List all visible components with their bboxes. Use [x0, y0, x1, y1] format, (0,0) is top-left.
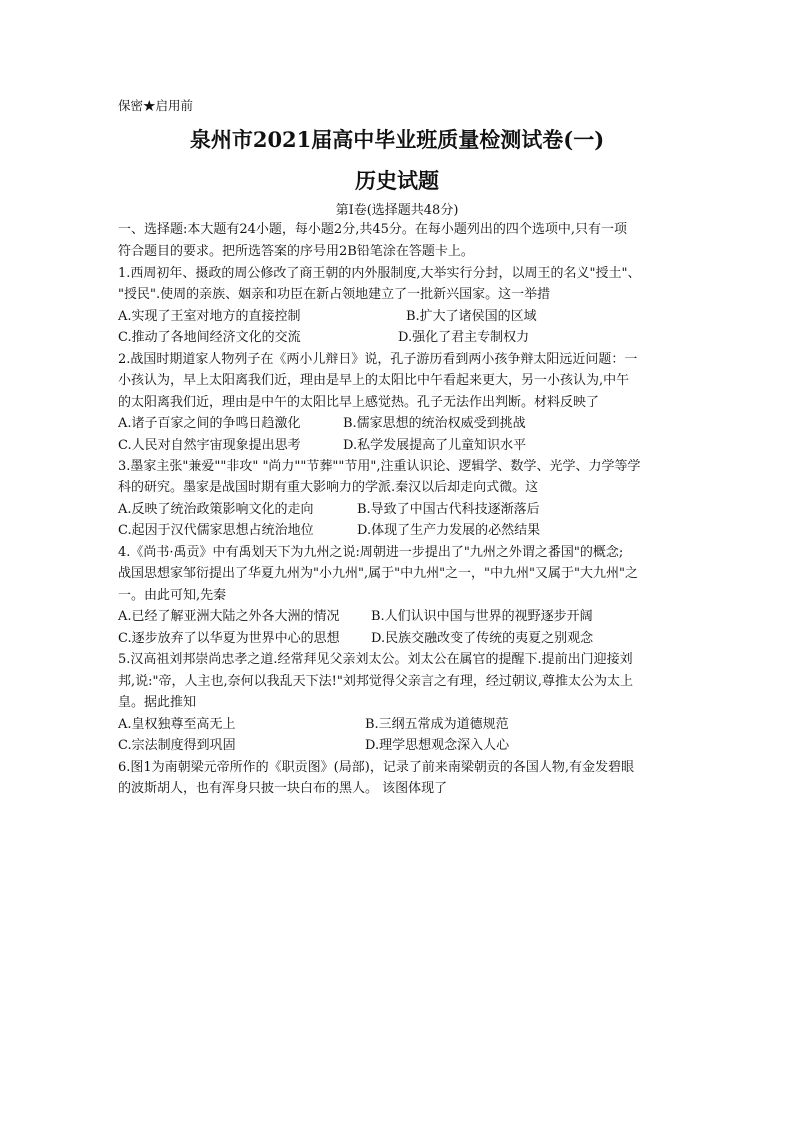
question-4-stem: 战国思想家邹衍提出了华夏九州为"小九州",属于"中九州"之一，"中九州"又属于"大九州"之 — [118, 566, 638, 581]
question-5-stem: 5.汉高祖刘邦崇尚忠孝之道.经常拜见父亲刘太公。刘太公在属官的提醒下.提前出门迎接刘 — [118, 652, 633, 667]
question-1-option-d: D.强化了君主专制权力 — [398, 330, 530, 345]
question-4-stem: 4.《尚书·禹贡》中有禹划天下为九州之说:周朝进一步提出了"九州之外谓之番国"的概念; — [118, 545, 624, 560]
question-2-stem: 的太阳离我们近，理由是中午的太阳比早上感觉热。孔子无法作出判断。材料反映了 — [118, 395, 600, 410]
question-2-stem: 2.战国时期道家人物列子在《两小儿辩日》说，孔子游历看到两小孩争辩太阳远近问题：一 — [118, 352, 638, 367]
question-3-option-c: C.起因于汉代儒家思想占统治地位 — [118, 523, 314, 538]
question-2-option-c: C.人民对自然宇宙现象提出思考 — [118, 438, 301, 453]
question-4-option-c: C.逐步放弃了以华夏为世界中心的思想 — [118, 631, 340, 646]
question-5-option-b: B.三纲五常成为道德规范 — [365, 717, 509, 732]
question-1-stem: 1.西周初年、摄政的周公修改了商王朝的内外服制度,大举实行分封，以周王的名义"授土"、 — [118, 266, 641, 281]
question-5-option-c: C.宗法制度得到巩固 — [118, 738, 236, 753]
question-3-option-a: A.反映了统治政策影响文化的走向 — [118, 502, 314, 517]
question-3-stem: 3.墨家主张"兼爱""非攻" "尚力""节葬""节用",注重认识论、逻辑学、数学、光学、力学等学 — [118, 459, 641, 474]
question-1-option-a: A.实现了王室对地方的直接控制 — [118, 309, 301, 324]
exam-title: 泉州市2021届高中毕业班质量检测试卷(一) — [189, 127, 605, 152]
question-2-option-d: D.私学发展提高了儿童知识水平 — [343, 438, 527, 453]
question-1-option-c: C.推动了各地间经济文化的交流 — [118, 330, 301, 345]
question-4-option-d: D.民族交融改变了传统的夷夏之别观念 — [371, 631, 594, 646]
question-4-stem: 一。由此可知,先秦 — [118, 588, 227, 603]
question-5-stem: 皇。据此推知 — [118, 695, 197, 710]
question-1-option-b: B.扩大了诸侯国的区域 — [406, 309, 537, 324]
question-6-stem: 的波斯胡人，也有浑身只披一块白布的黑人。 该图体现了 — [118, 781, 448, 796]
question-4-option-a: A.已经了解亚洲大陆之外各大洲的情况 — [118, 609, 340, 624]
question-1-stem: "授民".使周的亲族、姻亲和功臣在新占领地建立了一批新兴国家。这一举措 — [118, 287, 551, 302]
question-5-stem: 邦,说:"帝，人主也,奈何以我乱天下法!"刘邦觉得父亲言之有理，经过朝议,尊推太公为太上 — [118, 674, 633, 689]
question-3-option-b: B.导致了中国古代科技逐渐落后 — [357, 502, 540, 517]
question-5-option-d: D.理学思想观念深入人心 — [365, 738, 510, 753]
question-2-option-a: A.诸子百家之间的争鸣日趋激化 — [118, 416, 301, 431]
question-3-stem: 科的研究。墨家是战国时期有重大影响力的学派.秦汉以后却走向式微。这 — [118, 480, 539, 495]
question-2-option-b: B.儒家思想的统治权威受到挑战 — [343, 416, 526, 431]
subject-title: 历史试题 — [355, 168, 439, 193]
confidential-label: 保密★启用前 — [118, 98, 194, 113]
instructions-line: 符合题目的要求。把所选答案的序号用2B铅笔涂在答题卡上。 — [118, 244, 474, 259]
question-3-option-d: D.体现了生产力发展的必然结果 — [357, 523, 541, 538]
instructions-line: 一、选择题:本大题有24小题，每小题2分,共45分。在每小题列出的四个选项中,只有一项 — [118, 222, 628, 237]
question-4-option-b: B.人们认识中国与世界的视野逐步开阔 — [371, 609, 593, 624]
question-2-stem: 小孩认为，早上太阳离我们近，理由是早上的太阳比中午看起来更大，另一小孩认为,中午 — [118, 373, 630, 388]
question-6-stem: 6.图1为南朝梁元帝所作的《职贡图》(局部)，记录了前来南梁朝贡的各国人物,有金发碧眼 — [118, 760, 634, 775]
section-heading: 第I卷(选择题共48分) — [335, 203, 459, 218]
question-5-option-a: A.皇权独尊至高无上 — [118, 717, 236, 732]
